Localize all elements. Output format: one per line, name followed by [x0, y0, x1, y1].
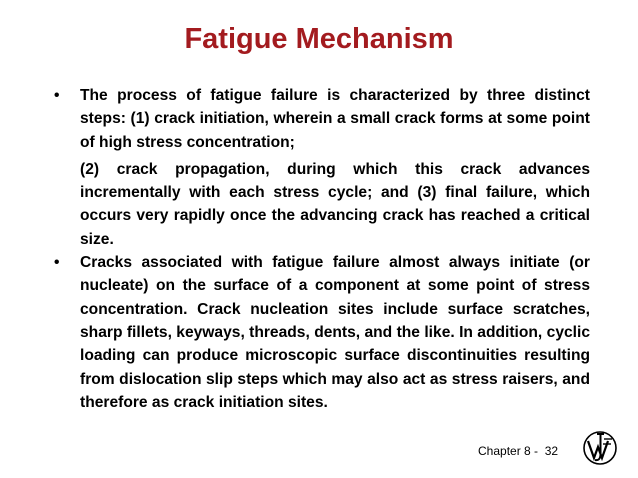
bullet-text: Cracks associated with fatigue failure almost always initiate (or nucleate) on the surface of a component at some point of stress concentration. Crack nucleation sites include surface scratches, sharp fillets, keyways, threads, dents, and the like. In addition, cyclic loading can produce microscopic surface discontinuities resulting from dislocation slip steps which may also act as stress raisers, and therefore as crack initiation sites.: [80, 254, 590, 411]
slide-footer: [478, 444, 558, 458]
page-number: 32: [544, 444, 559, 458]
bullet-text: The process of fatigue failure is characterized by three distinct steps: (1) crack initiation, wherein a small crack forms at some point of high stress concentration;: [80, 87, 590, 151]
bullet-item: [44, 251, 590, 414]
chapter-label: Chapter 8 -: [478, 444, 539, 458]
bullet-marker: •: [54, 87, 60, 104]
slide-content: [44, 84, 590, 414]
bullet-continuation: (2) crack propagation, during which this crack advances incrementally with each stress cycle; and (3) final failure, which occurs very rapidly once the advancing crack has reached a critical size.: [80, 160, 590, 248]
bullet-item: [44, 84, 590, 154]
slide-title: Fatigue Mechanism: [184, 23, 454, 55]
bullet-marker: •: [54, 254, 60, 272]
wiley-publisher-logo-icon: [582, 428, 618, 468]
